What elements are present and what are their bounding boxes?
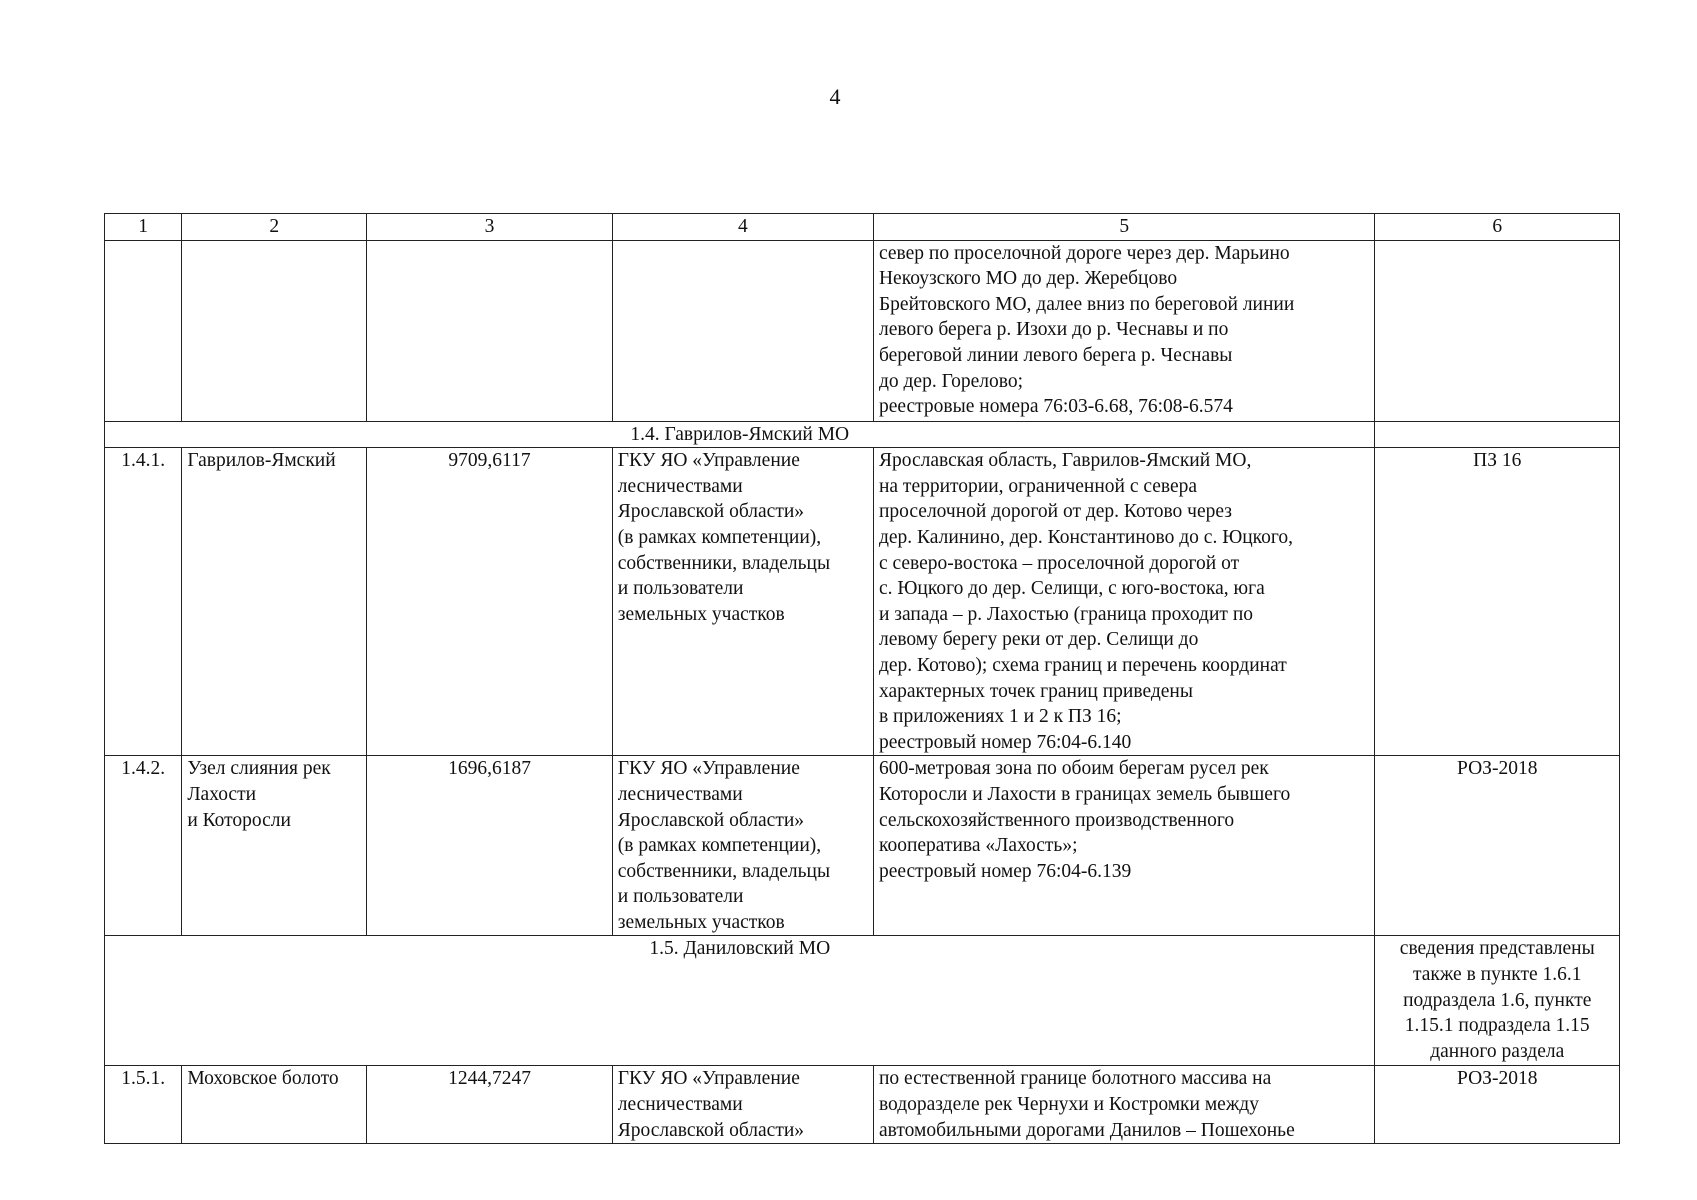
section-title: 1.4. Гаврилов-Ямский МО [105,421,1375,448]
table-row [105,756,1620,936]
cell-description: 600-метровая зона по обоим берегам русел рек Которосли и Лахости в границах земель бывшего сельскохозяйственного производственного кооператива «Лахость»; реестровый номер 76:04-6.139 [873,756,1375,936]
column-header-6: 6 [1375,214,1620,241]
section-row-1-5 [105,936,1620,1066]
cell-number: 1.4.1. [105,448,182,756]
cell-description: Ярославская область, Гаврилов-Ямский МО, на территории, ограниченной с севера проселочной дорогой от дер. Котово через дер. Калинино, дер. Константиново до с. Юцкого, с северо-востока – проселочной дорогой от с. Юцкого до дер. Селищи, с юго-востока, юга и запада – р. Лахостью (граница проходит по левому берегу реки от дер. Селищи до дер. Котово); схема границ и перечень координат характерных точек границ приведены в приложениях 1 и 2 к ПЗ 16; реестровый номер 76:04-6.140 [873,448,1375,756]
section-note: сведения представлены также в пункте 1.6.1 подраздела 1.6, пункте 1.15.1 подраздела 1.15 данного раздела [1375,936,1620,1066]
table-row [105,448,1620,756]
cell-empty [1375,240,1620,421]
cell-continuation-description: север по проселочной дороге через дер. Марьино Некоузского МО до дер. Жеребцово Брейтовского МО, далее вниз по береговой линии левого берега р. Изохи до р. Чеснавы и по береговой линии левого берега р. Чеснавы до дер. Горелово; реестровые номера 76:03-6.68, 76:08-6.574 [873,240,1375,421]
section-title: 1.5. Даниловский МО [105,936,1375,1066]
cell-empty [182,240,367,421]
section-row-1-4 [105,421,1620,448]
column-header-1: 1 [105,214,182,241]
cell-empty [612,240,873,421]
protected-areas-table [104,213,1620,1144]
cell-number: 1.4.2. [105,756,182,936]
cell-responsible: ГКУ ЯО «Управление лесничествами Ярославской области» [612,1066,873,1144]
page-number: 4 [829,84,841,109]
table-header-row [105,214,1620,241]
cell-number: 1.5.1. [105,1066,182,1144]
table-row-continuation [105,240,1620,421]
cell-area: 9709,6117 [367,448,613,756]
table-row [105,1066,1620,1144]
cell-empty [367,240,613,421]
cell-basis: ПЗ 16 [1375,448,1620,756]
cell-name: Гаврилов-Ямский [182,448,367,756]
cell-name: Моховское болото [182,1066,367,1144]
cell-empty [105,240,182,421]
cell-area: 1244,7247 [367,1066,613,1144]
cell-description: по естественной границе болотного массива на водоразделе рек Чернухи и Костромки между автомобильными дорогами Данилов – Пошехонье [873,1066,1375,1144]
cell-responsible: ГКУ ЯО «Управление лесничествами Ярославской области» (в рамках компетенции), собственники, владельцы и пользователи земельных участков [612,756,873,936]
column-header-3: 3 [367,214,613,241]
cell-area: 1696,6187 [367,756,613,936]
column-header-4: 4 [612,214,873,241]
cell-basis: РОЗ-2018 [1375,756,1620,936]
cell-name: Узел слияния рек Лахости и Которосли [182,756,367,936]
column-header-5: 5 [873,214,1375,241]
cell-responsible: ГКУ ЯО «Управление лесничествами Ярославской области» (в рамках компетенции), собственники, владельцы и пользователи земельных участков [612,448,873,756]
section-note [1375,421,1620,448]
cell-basis: РОЗ-2018 [1375,1066,1620,1144]
column-header-2: 2 [182,214,367,241]
